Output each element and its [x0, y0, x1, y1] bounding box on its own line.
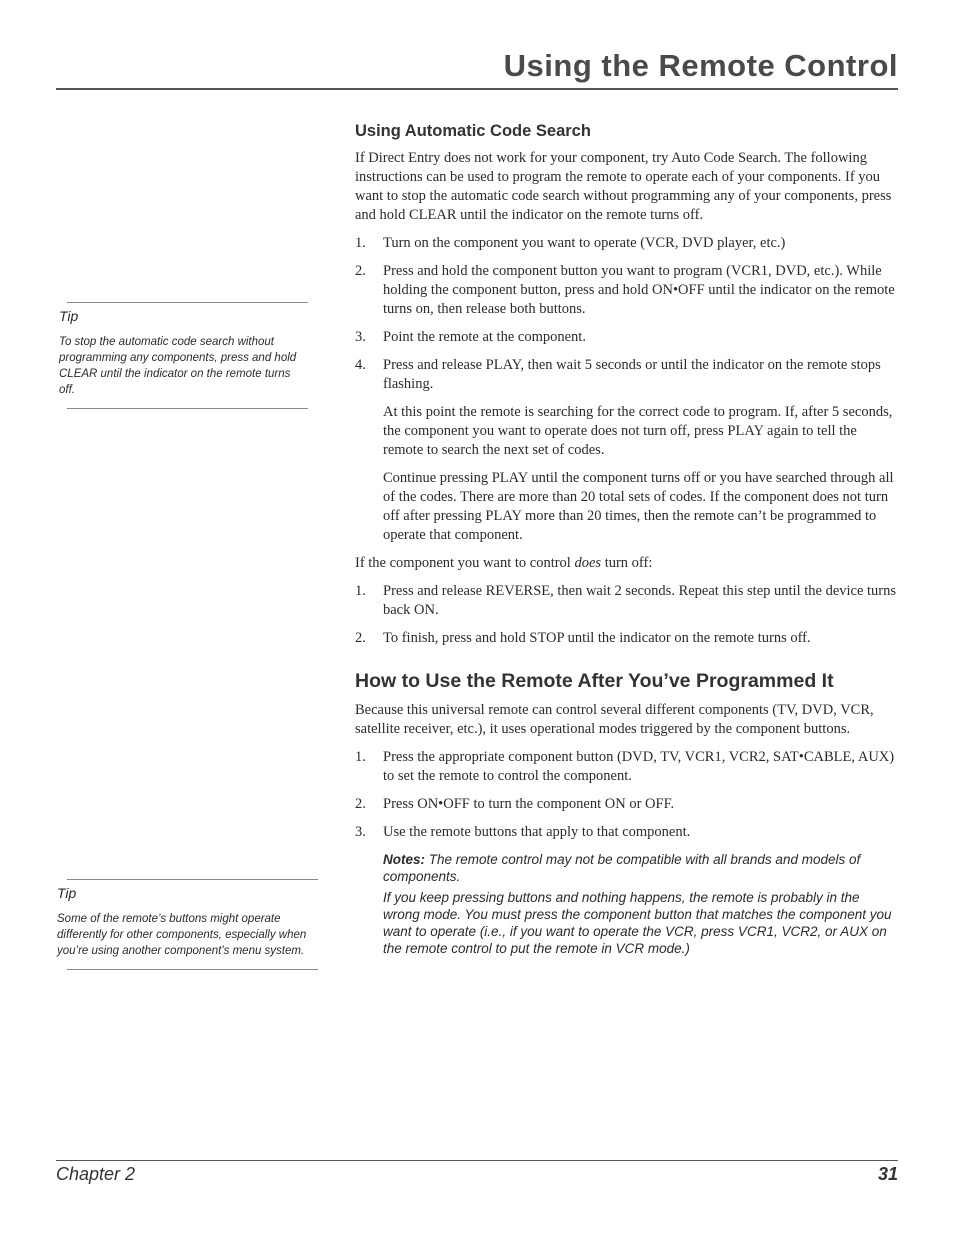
tip-label: Tip: [59, 308, 79, 324]
step-text: Use the remote buttons that apply to that component.: [383, 824, 691, 840]
footer-divider: [56, 1160, 898, 1161]
tip-bottom-rule: [67, 408, 308, 409]
tip-box-2: [57, 879, 318, 970]
step-text: Press and release REVERSE, then wait 2 seconds. Repeat this step until the device turns back ON.: [383, 583, 897, 618]
step-number: 3.: [355, 329, 366, 345]
tip-text: To stop the automatic code search without programming any components, press and hold CLEAR until the indicator on the remote turns off.: [59, 336, 297, 396]
list-item: [355, 262, 900, 319]
main-content: [355, 122, 900, 961]
section-intro: If Direct Entry does not work for your component, try Auto Code Search. The following instructions can be used to program the remote to operate each of your components. If you want to stop the automatic code search without programming any of your components, press and hold CLEAR until the indicator on the remote turns off.: [355, 150, 892, 223]
list-item: [355, 629, 900, 648]
tip-label: Tip: [57, 885, 77, 901]
emphasis-text: does: [574, 555, 602, 571]
page-number: 31: [877, 1164, 898, 1184]
list-item: [355, 582, 900, 620]
steps-list: [355, 234, 900, 394]
step-text: Press and release PLAY, then wait 5 seconds or until the indicator on the remote stops flashing.: [383, 357, 881, 392]
tip-box-1: [59, 302, 308, 409]
conditional-text-end: turn off:: [601, 555, 653, 571]
step-number: 3.: [355, 824, 366, 840]
step-number: 1.: [355, 235, 366, 251]
page-title: Using the Remote Control: [503, 48, 898, 83]
step-text: Press the appropriate component button (DVD, TV, VCR1, VCR2, SAT•CABLE, AUX) to set the remote to control the component.: [383, 749, 895, 784]
list-item: [355, 234, 900, 253]
step-text: Point the remote at the component.: [383, 329, 586, 345]
step-number: 4.: [355, 357, 366, 373]
step-number: 1.: [355, 749, 366, 765]
step-detail: At this point the remote is searching for the correct code to program. If, after 5 seconds, the component you want to operate does not turn off, press PLAY again to tell the remote to search the next set of codes.: [383, 404, 893, 458]
conditional-text: If the component you want to control: [355, 555, 575, 571]
step-number: 2.: [355, 796, 366, 812]
tip-text: Some of the remote’s buttons might operate differently for other components, especially when you’re using another component’s menu system.: [57, 913, 307, 957]
list-item: [355, 356, 900, 394]
notes-text: The remote control may not be compatible with all brands and models of components.: [383, 852, 861, 884]
step-number: 2.: [355, 630, 366, 646]
step-text: To finish, press and hold STOP until the indicator on the remote turns off.: [383, 630, 811, 646]
list-item: [355, 328, 900, 347]
list-item: [355, 748, 900, 786]
conditional-intro: [355, 554, 900, 573]
tip-top-rule: [67, 302, 308, 303]
footer-chapter: Chapter 2: [56, 1164, 136, 1184]
step-text: Turn on the component you want to operate (VCR, DVD player, etc.): [383, 235, 786, 251]
section-heading-auto-code-search: Using Automatic Code Search: [355, 122, 591, 140]
section-heading-after-programmed: How to Use the Remote After You’ve Programmed It: [355, 670, 834, 692]
step-number: 2.: [355, 263, 366, 279]
steps-list: [355, 748, 900, 842]
steps-list: [355, 582, 900, 648]
step-text: Press ON•OFF to turn the component ON or OFF.: [383, 796, 675, 812]
step-detail: Continue pressing PLAY until the component turns off or you have searched through all of the codes. There are more than 20 total sets of codes. If the component does not turn off after pressing PLAY more than 20 times, then the remote can’t be programmed to operate that component.: [383, 470, 894, 543]
notes-paragraph-2: If you keep pressing buttons and nothing happens, the remote is probably in the wrong mode. You must press the component button that matches the component you want to operate (i.e., if you want to operate the VCR, press VCR1, VCR2, or AUX on the remote control to put the remote in VCR mode.): [383, 890, 892, 956]
tip-bottom-rule: [67, 969, 318, 970]
notes-label: Notes:: [383, 852, 426, 867]
title-divider: [56, 88, 898, 90]
section-intro: Because this universal remote can control several different components (TV, DVD, VCR, satellite receiver, etc.), it uses operational modes triggered by the component buttons.: [355, 702, 874, 737]
notes-paragraph: [355, 851, 900, 885]
tip-top-rule: [67, 879, 318, 880]
step-text: Press and hold the component button you want to program (VCR1, DVD, etc.). While holding the component button, press and hold ON•OFF until the indicator on the remote turns on, then release both buttons.: [383, 263, 895, 317]
step-number: 1.: [355, 583, 366, 599]
list-item: [355, 823, 900, 842]
list-item: [355, 795, 900, 814]
